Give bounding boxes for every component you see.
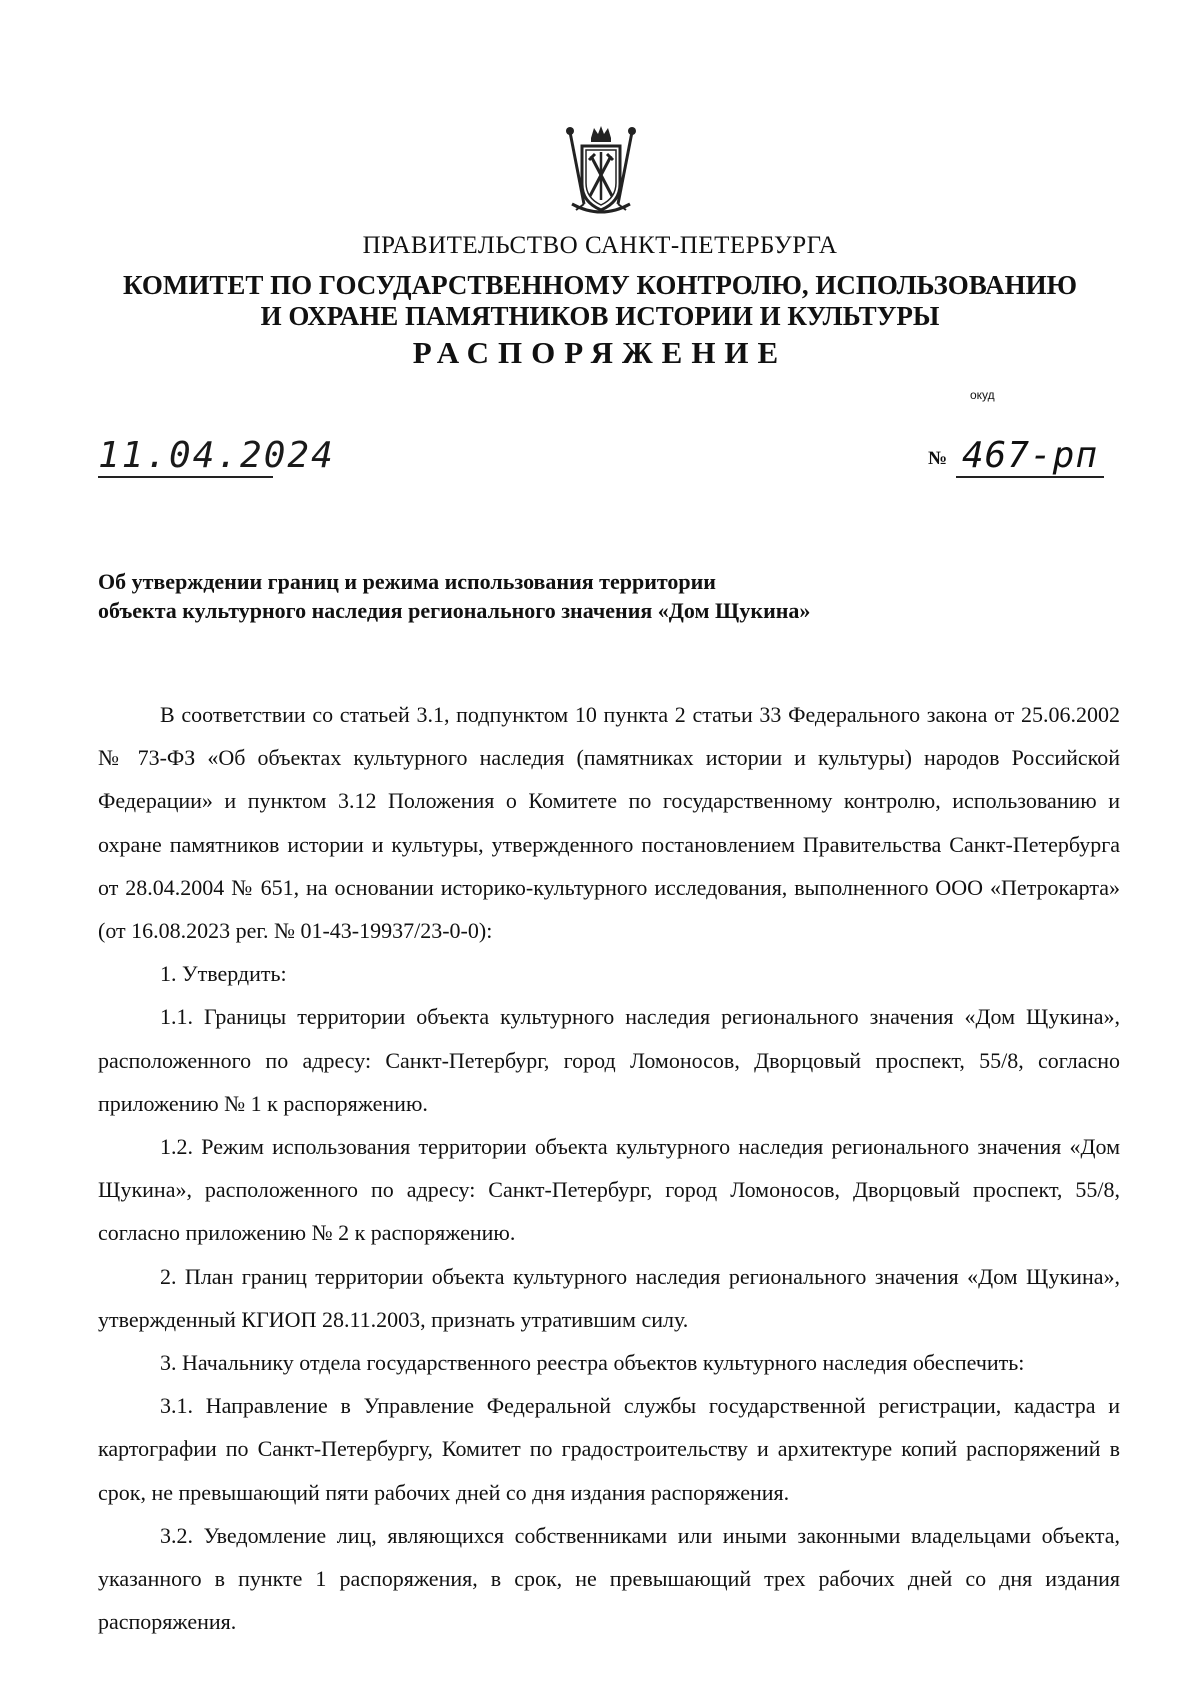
document-date: 11.04.2024: [98, 435, 335, 476]
paragraph-preamble: В соответствии со статьей 3.1, подпунктом 10 пункта 2 статьи 33 Федерального закона от 25.06.2002 № 73-ФЗ «Об объектах культурного наследия (памятниках истории и культуры) народов Российской Федерации» и пунктом 3.12 Положения о Комитете по государственному контролю, использованию и охране памятников истории и культуры, утвержденного постановлением Правительства Санкт-Петербурга от 28.04.2004 № 651, на основании историко-культурного исследования, выполненного ООО «Петрокарта» (от 16.08.2023 рег. № 01-43-19937/23-0-0):: [98, 702, 1120, 944]
paragraph-1-1: 1.1. Границы территории объекта культурного наследия регионального значения «Дом Щукина», расположенного по адресу: Санкт-Петербург, город Ломоносов, Дворцовый проспект, 55/8, согласно приложению № 1 к распоряжению.: [98, 1004, 1120, 1116]
paragraph-3: 3. Начальнику отдела государственного реестра объектов культурного наследия обеспечить:: [160, 1350, 1025, 1376]
committee-name-line1: КОМИТЕТ ПО ГОСУДАРСТВЕННОМУ КОНТРОЛЮ, ИСПОЛЬЗОВАНИЮ: [123, 270, 1077, 300]
subject-line2: объекта культурного наследия регионального значения «Дом Щукина»: [98, 598, 811, 623]
paragraph-3-2: 3.2. Уведомление лиц, являющихся собственниками или иными законными владельцами объекта, указанного в пункте 1 распоряжения, в срок, не превышающий трех рабочих дней со дня издания распоряжения.: [98, 1522, 1120, 1635]
number-value: 467-рп: [956, 438, 1104, 478]
subject-line1: Об утверждении границ и режима использования территории: [98, 569, 716, 594]
document-subject: [98, 567, 998, 625]
number-sign: №: [928, 448, 948, 469]
okud-label: окуд: [970, 388, 995, 402]
document-number: [928, 435, 1104, 478]
document-body: [98, 693, 1120, 1643]
paragraph-1: 1. Утвердить:: [160, 961, 287, 987]
committee-name: [0, 270, 1200, 332]
government-name: ПРАВИТЕЛЬСТВО САНКТ-ПЕТЕРБУРГА: [362, 232, 838, 259]
committee-name-line2: И ОХРАНЕ ПАМЯТНИКОВ ИСТОРИИ И КУЛЬТУРЫ: [260, 301, 940, 331]
paragraph-3-1: 3.1. Направление в Управление Федеральной службы государственной регистрации, кадастра и картографии по Санкт-Петербургу, Комитет по градостроительству и архитектуре копий распоряжений в срок, не превышающий пяти рабочих дней со дня издания распоряжения.: [98, 1393, 1120, 1505]
paragraph-1-2: 1.2. Режим использования территории объекта культурного наследия регионального значения «Дом Щукина», расположенного по адресу: Санкт-Петербург, город Ломоносов, Дворцовый проспект, 55/8, согласно приложению № 2 к распоряжению.: [98, 1134, 1120, 1246]
st-petersburg-coat-of-arms-icon: [562, 124, 640, 219]
paragraph-2: 2. План границ территории объекта культурного наследия регионального значения «Дом Щукина», утвержденный КГИОП 28.11.2003, признать утратившим силу.: [98, 1263, 1120, 1332]
document-type: РАСПОРЯЖЕНИЕ: [412, 335, 788, 370]
